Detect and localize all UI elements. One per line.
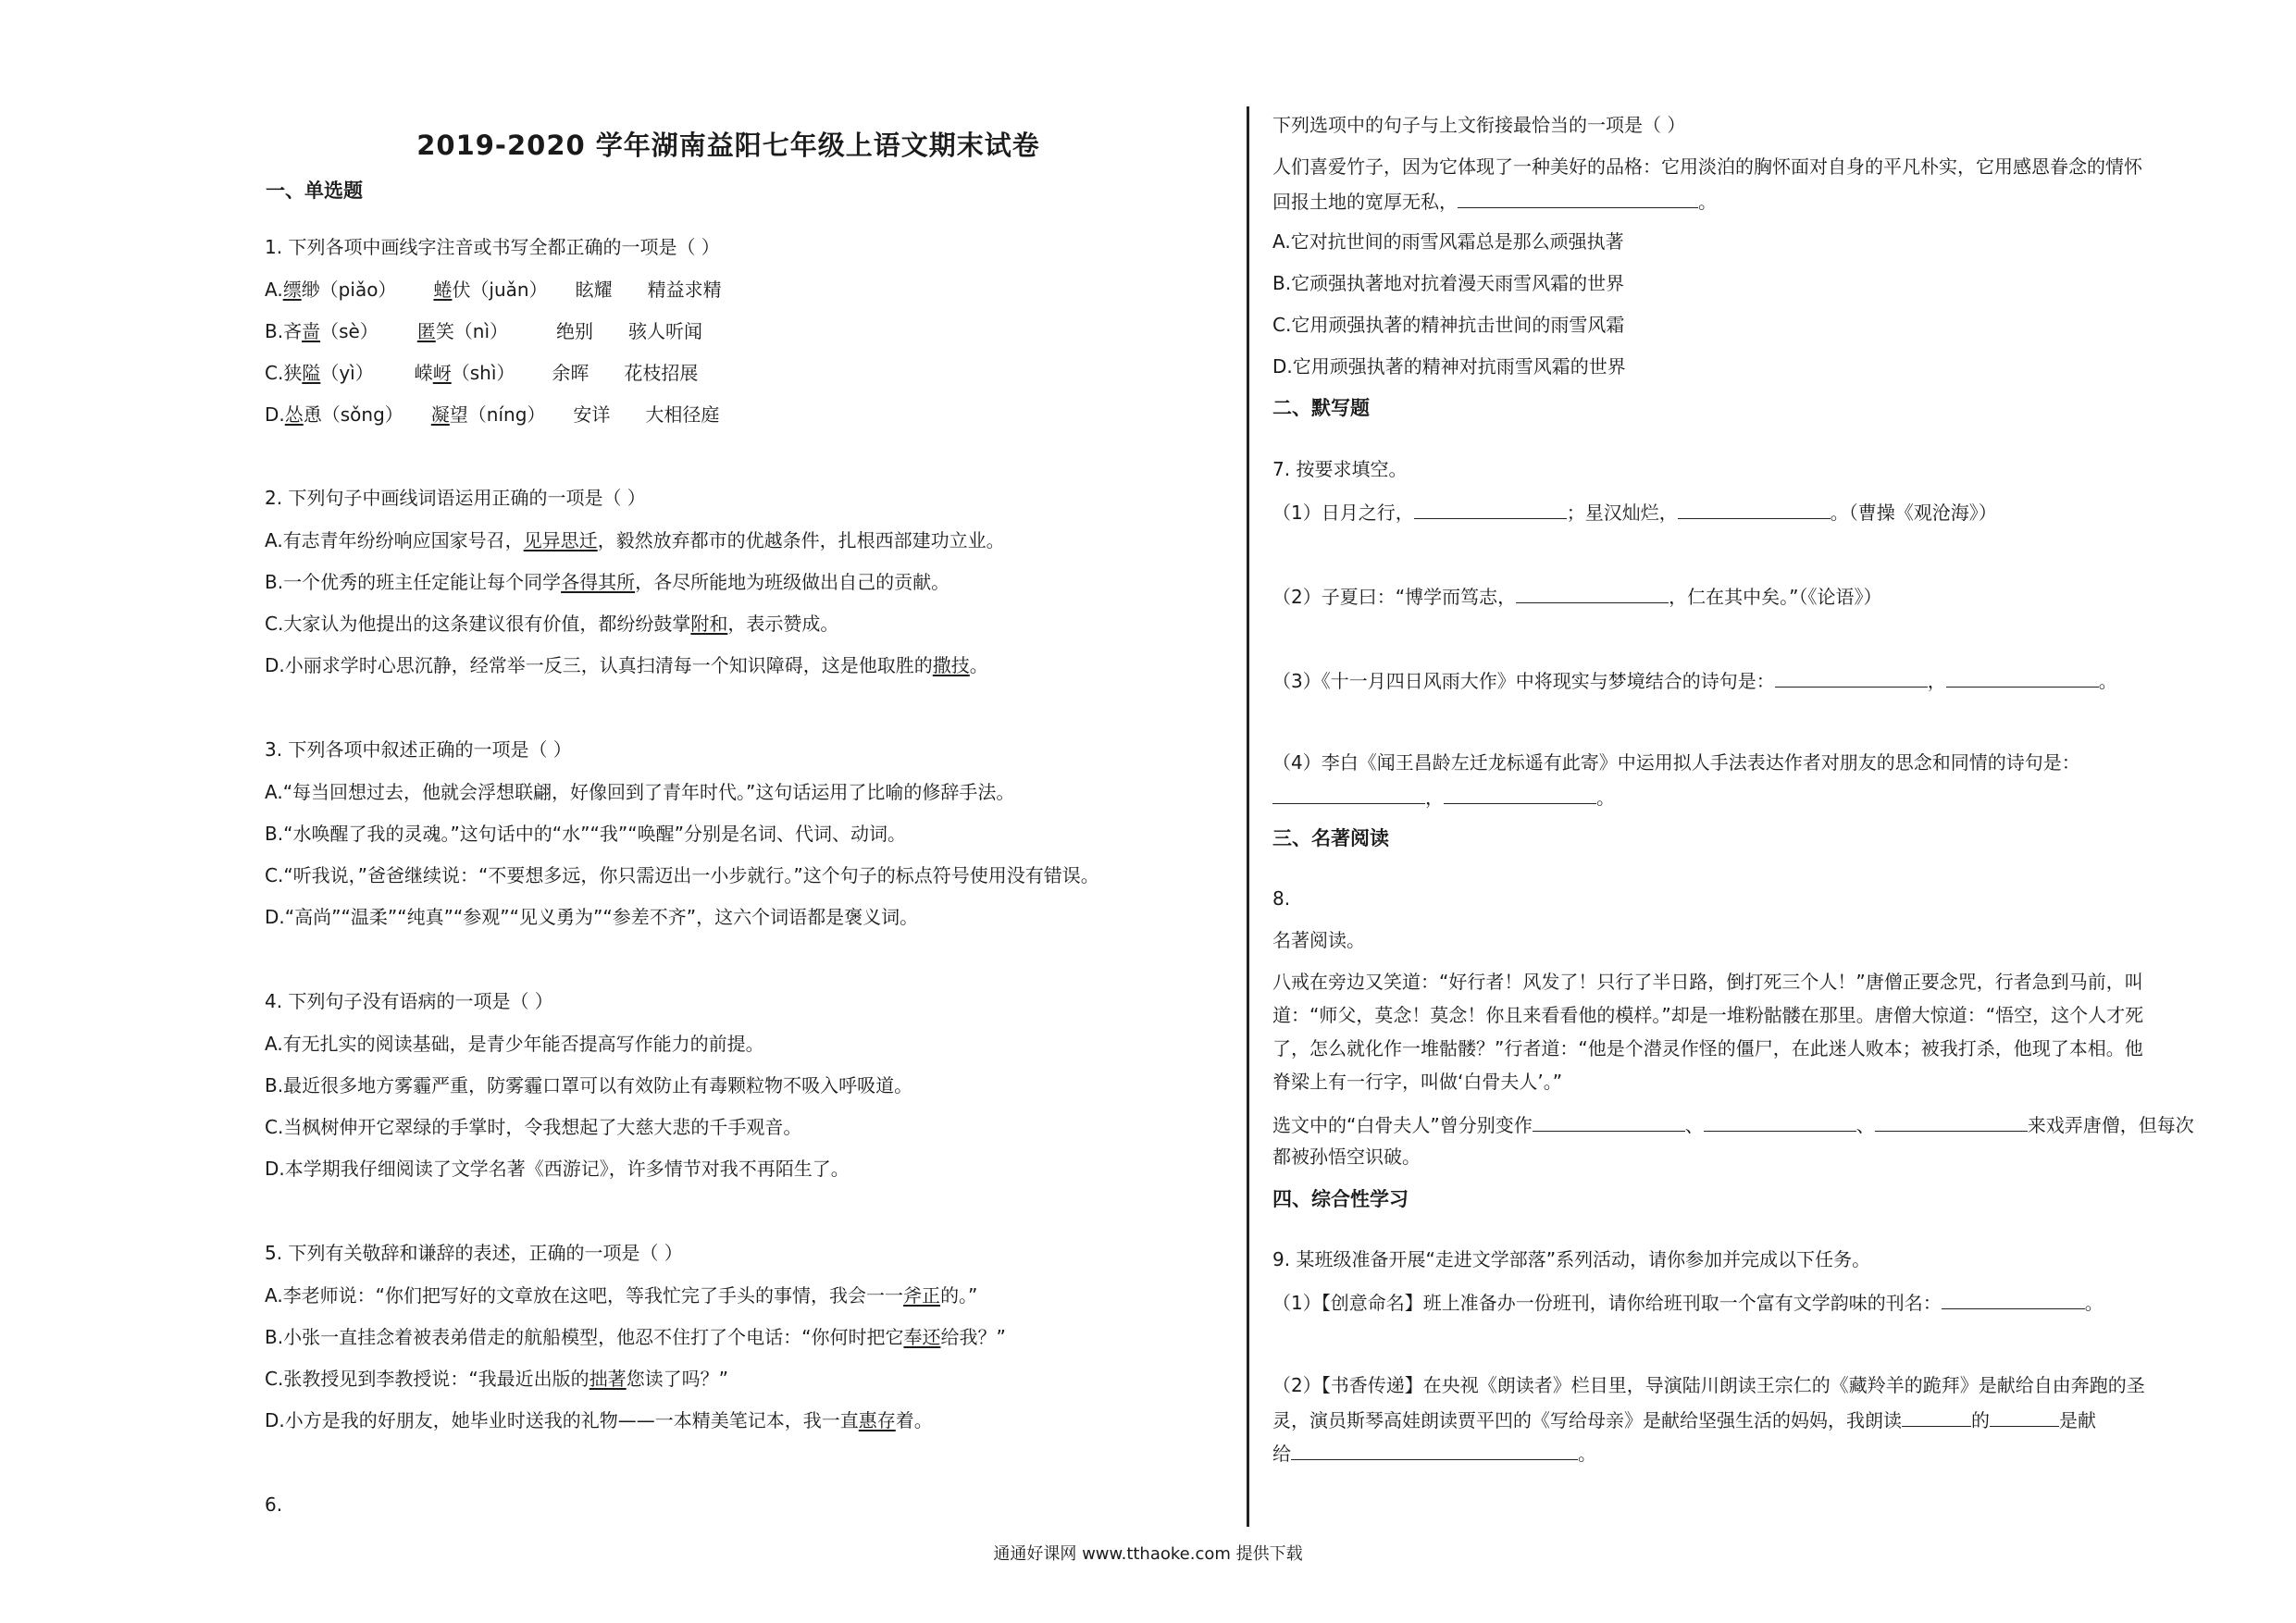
q3-stem: 3. 下列各项中叙述正确的一项是（ ） xyxy=(265,738,572,761)
q5-stem: 5. 下列有关敬辞和谦辞的表述，正确的一项是（ ） xyxy=(265,1242,683,1264)
q2-option-c: C.大家认为他提出的这条建议很有价值，都纷纷鼓掌附和，表示赞成。 xyxy=(265,613,839,635)
q3-option-d: D.“高尚”“温柔”“纯真”“参观”“见义勇为”“参差不齐”，这六个词语都是褒义词。 xyxy=(265,906,919,928)
q3-option-a: A.“每当回想过去，他就会浮想联翩，好像回到了青年时代。”这句话运用了比喻的修辞手法。 xyxy=(265,781,1015,803)
q1-option-c: C.狭隘（yì） 嵘岈（shì） 余晖 花枝招展 xyxy=(265,362,699,384)
q8-question-line-2: 都被孙悟空识破。 xyxy=(1272,1146,1421,1168)
q7-blank-5[interactable] xyxy=(1946,666,2099,688)
q9-stem: 9. 某班级准备开展“走进文学部落”系列活动，请你参加并完成以下任务。 xyxy=(1272,1248,1871,1270)
section-heading-4: 四、综合性学习 xyxy=(1272,1188,1409,1210)
q9-line-1: （1）【创意命名】班上准备办一份班刊，请你给班刊取一个富有文学韵味的刊名： 。 xyxy=(1272,1288,2104,1316)
q3-option-b: B.“水唤醒了我的灵魂。”这句话中的“水”“我”“唤醒”分别是名词、代词、动词。 xyxy=(265,823,906,845)
q8-stem: 名著阅读。 xyxy=(1272,929,1365,951)
q6-answer-blank[interactable] xyxy=(1458,187,1698,208)
q1-option-d: D.怂恿（sǒng） 凝望（níng） 安详 大相径庭 xyxy=(265,403,720,426)
q7-blank-6[interactable] xyxy=(1272,783,1425,804)
q9-blank-1[interactable] xyxy=(1942,1288,2085,1309)
q4-stem: 4. 下列句子没有语病的一项是（ ） xyxy=(265,990,553,1012)
q5-option-c: C.张教授见到李教授说：“我最近出版的拙著您读了吗？” xyxy=(265,1368,729,1390)
q6-option-a: A.它对抗世间的雨雪风霜总是那么顽强执著 xyxy=(1272,230,1624,253)
q7-line-3: （3）《十一月四日风雨大作》中将现实与梦境结合的诗句是： ， 。 xyxy=(1272,666,2117,694)
q3-option-c: C.“听我说，”爸爸继续说：“不要想多远，你只需迈出一小步就行。”这个句子的标点符号使用没有错误。 xyxy=(265,864,1099,886)
q2-option-b: B.一个优秀的班主任定能让每个同学各得其所，各尽所能地为班级做出自己的贡献。 xyxy=(265,571,950,593)
q9-line-2b: 灵，演员斯琴高娃朗读贾平凹的《写给母亲》是献给坚强生活的妈妈，我朗读 的 是献 xyxy=(1272,1406,2096,1433)
q8-number: 8. xyxy=(1272,887,1291,910)
page-title: 2019-2020 学年湖南益阳七年级上语文期末试卷 xyxy=(416,130,1040,161)
q2-option-a: A.有志青年纷纷响应国家号召，见异思迁，毅然放弃都市的优越条件，扎根西部建功立业。 xyxy=(265,529,1005,551)
q7-blank-3[interactable] xyxy=(1516,582,1669,603)
section-heading-2: 二、默写题 xyxy=(1272,397,1370,419)
q7-blank-2[interactable] xyxy=(1678,498,1831,519)
page-footer: 通通好课网 www.tthaoke.com 提供下载 xyxy=(993,1544,1303,1564)
q7-line-1: （1）日月之行， ；星汉灿烂， 。（曹操《观沧海》） xyxy=(1272,498,1997,526)
q8-blank-3[interactable] xyxy=(1875,1110,2028,1132)
q6-passage-line-2: 回报土地的宽厚无私， 。 xyxy=(1272,187,1717,215)
q2-stem: 2. 下列句子中画线词语运用正确的一项是（ ） xyxy=(265,487,646,509)
q1-stem: 1. 下列各项中画线字注音或书写全都正确的一项是（ ） xyxy=(265,236,720,258)
q7-line-2: （2）子夏曰：“博学而笃志， ，仁在其中矣。”（《论语》） xyxy=(1272,582,1881,610)
q5-option-d: D.小方是我的好朋友，她毕业时送我的礼物——一本精美笔记本，我一直惠存着。 xyxy=(265,1409,933,1431)
q2-option-d: D.小丽求学时心思沉静，经常举一反三，认真扫清每一个知识障碍，这是他取胜的撒技。 xyxy=(265,654,988,676)
q7-line-4: （4）李白《闻王昌龄左迁龙标遥有此寄》中运用拟人手法表达作者对朋友的思念和同情的诗句是： xyxy=(1272,751,2080,774)
q1-option-a: A.缥缈（piǎo） 蜷伏（juǎn） 眩耀 精益求精 xyxy=(265,279,722,301)
q4-option-b: B.最近很多地方雾霾严重，防雾霾口罩可以有效防止有毒颗粒物不吸入呼吸道。 xyxy=(265,1074,913,1096)
q9-blank-4[interactable] xyxy=(1291,1439,1578,1460)
q4-option-c: C.当枫树伸开它翠绿的手掌时，令我想起了大慈大悲的千手观音。 xyxy=(265,1116,802,1138)
q1-option-b: B.吝啬（sè） 匿笑（nì） 绝别 骇人听闻 xyxy=(265,320,703,342)
q9-line-2c: 给 。 xyxy=(1272,1439,1596,1467)
q7-line-4-blanks: ， 。 xyxy=(1272,783,1615,811)
q8-passage-line-2: 道：“师父，莫念！莫念！你且来看看他的模样。”却是一堆粉骷髅在那里。唐僧大惊道：“悟空，这个人才死 xyxy=(1272,1004,2144,1026)
q9-line-2a: （2）【书香传递】在央视《朗读者》栏目里，导演陆川朗读王宗仁的《藏羚羊的跪拜》是献给自由奔跑的圣 xyxy=(1272,1374,2145,1396)
q7-blank-7[interactable] xyxy=(1444,783,1596,804)
column-divider xyxy=(1247,106,1249,1527)
q8-passage-line-3: 了，怎么就化作一堆骷髅？”行者道：“他是个潜灵作怪的僵尸，在此迷人败本；被我打杀，他现了本相。他 xyxy=(1272,1037,2143,1059)
q8-passage-line-4: 脊梁上有一行字，叫做‘白骨夫人’。” xyxy=(1272,1071,1563,1093)
q4-option-d: D.本学期我仔细阅读了文学名著《西游记》，许多情节对我不再陌生了。 xyxy=(265,1158,850,1180)
q8-blank-2[interactable] xyxy=(1704,1110,1856,1132)
section-heading-1: 一、单选题 xyxy=(266,180,363,202)
q9-blank-3[interactable] xyxy=(1990,1406,2059,1427)
q6-option-c: C.它用顽强执著的精神抗击世间的雨雪风霜 xyxy=(1272,314,1625,336)
q9-blank-2[interactable] xyxy=(1902,1406,1971,1427)
q5-option-b: B.小张一直挂念着被表弟借走的航船模型，他忍不住打了个电话：“你何时把它奉还给我？” xyxy=(265,1326,1006,1348)
q7-stem: 7. 按要求填空。 xyxy=(1272,458,1408,480)
q6-option-d: D.它用顽强执著的精神对抗雨雪风霜的世界 xyxy=(1272,355,1626,378)
q6-passage-line-1: 人们喜爱竹子，因为它体现了一种美好的品格：它用淡泊的胸怀面对自身的平凡朴实，它用感恩眷念的情怀 xyxy=(1272,155,2142,178)
q6-number: 6. xyxy=(265,1493,283,1516)
q7-blank-4[interactable] xyxy=(1775,666,1928,688)
section-heading-3: 三、名著阅读 xyxy=(1272,827,1389,849)
q6-option-b: B.它顽强执著地对抗着漫天雨雪风霜的世界 xyxy=(1272,272,1625,294)
q8-blank-1[interactable] xyxy=(1533,1110,1685,1132)
q8-passage-line-1: 八戒在旁边又笑道：“好行者！风发了！只行了半日路，倒打死三个人！”唐僧正要念咒，行者急到马前，叫 xyxy=(1272,971,2143,993)
q6-stem: 下列选项中的句子与上文衔接最恰当的一项是（ ） xyxy=(1272,114,1686,136)
q7-blank-1[interactable] xyxy=(1414,498,1567,519)
q5-option-a: A.李老师说：“你们把写好的文章放在这吧，等我忙完了手头的事情，我会一一斧正的。” xyxy=(265,1284,978,1307)
q8-question-line-1: 选文中的“白骨夫人”曾分别变作 、 、 来戏弄唐僧，但每次 xyxy=(1272,1110,2194,1138)
q4-option-a: A.有无扎实的阅读基础，是青少年能否提高写作能力的前提。 xyxy=(265,1033,764,1055)
